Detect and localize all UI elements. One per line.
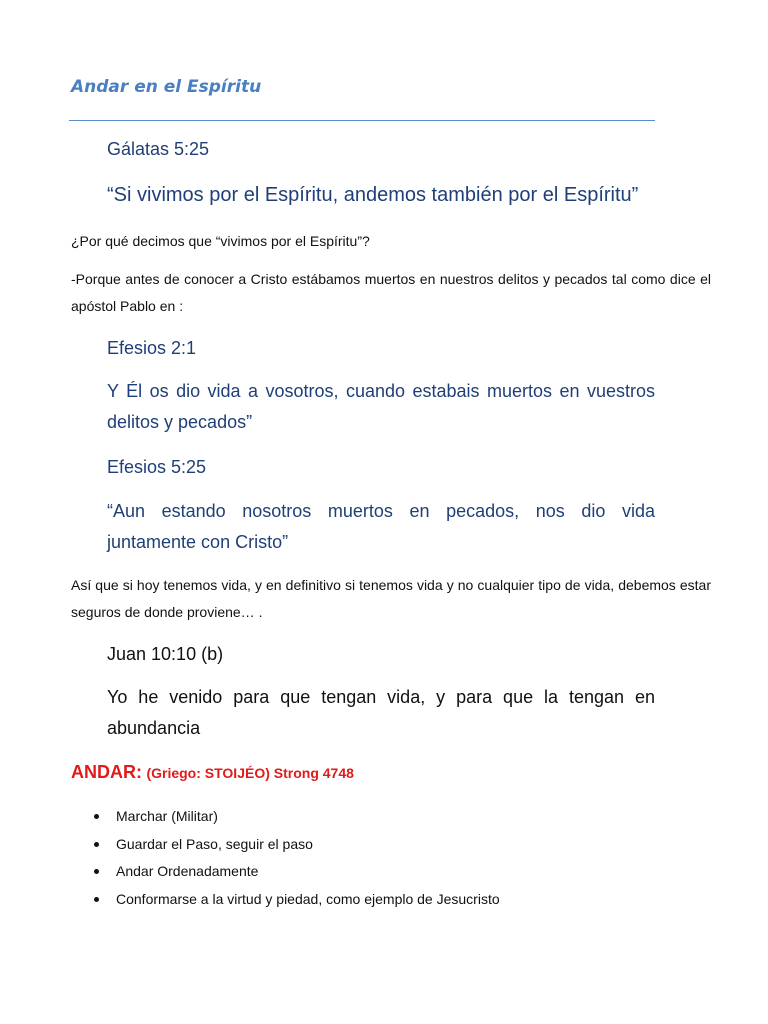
andar-word: ANDAR: — [71, 762, 142, 782]
andar-description: (Griego: STOIJÉO) Strong 4748 — [146, 765, 354, 781]
juan-reference: Juan 10:10 (b) — [107, 644, 224, 664]
title-underline — [69, 120, 655, 121]
galatas-quote: “Si vivimos por el Espíritu, andemos también por el Espíritu” — [107, 184, 639, 206]
list-item — [71, 803, 500, 831]
andar-heading — [71, 762, 354, 783]
conclusion-paragraph: Así que si hoy tenemos vida, y en definitivo si tenemos vida y no cualquier tipo de vida, debemos estar seguros de donde proviene… . — [71, 577, 711, 620]
bullet-icon — [94, 814, 99, 819]
efesios-5-25-reference: Efesios 5:25 — [107, 457, 207, 477]
definition-list — [71, 803, 500, 913]
efesios-2-1-reference: Efesios 2:1 — [107, 338, 197, 358]
list-item-text: Guardar el Paso, seguir el paso — [116, 835, 313, 852]
list-item-text: Marchar (Militar) — [116, 808, 218, 824]
juan-quote: Yo he venido para que tengan vida, y para que la tengan en abundancia — [107, 687, 655, 738]
bullet-icon — [94, 897, 99, 902]
galatas-reference: Gálatas 5:25 — [107, 139, 210, 159]
bullet-icon — [94, 842, 99, 847]
efesios-5-25-quote: “Aun estando nosotros muertos en pecados, nos dio vida juntamente con Cristo” — [107, 501, 655, 552]
list-item — [71, 886, 500, 914]
list-item — [71, 831, 500, 859]
list-item-text: Andar Ordenadamente — [116, 863, 259, 880]
bullet-icon — [94, 869, 99, 874]
question-paragraph: ¿Por qué decimos que “vivimos por el Espíritu”? — [71, 233, 370, 249]
list-item-text: Conformarse a la virtud y piedad, como ejemplo de Jesucristo — [116, 890, 500, 907]
document-title: Andar en el Espíritu — [71, 77, 262, 97]
list-item — [71, 858, 500, 886]
answer-paragraph: -Porque antes de conocer a Cristo estábamos muertos en nuestros delitos y pecados tal como dice el apóstol Pablo en : — [71, 271, 711, 314]
efesios-2-1-quote: Y Él os dio vida a vosotros, cuando estabais muertos en vuestros delitos y pecados” — [107, 381, 655, 432]
